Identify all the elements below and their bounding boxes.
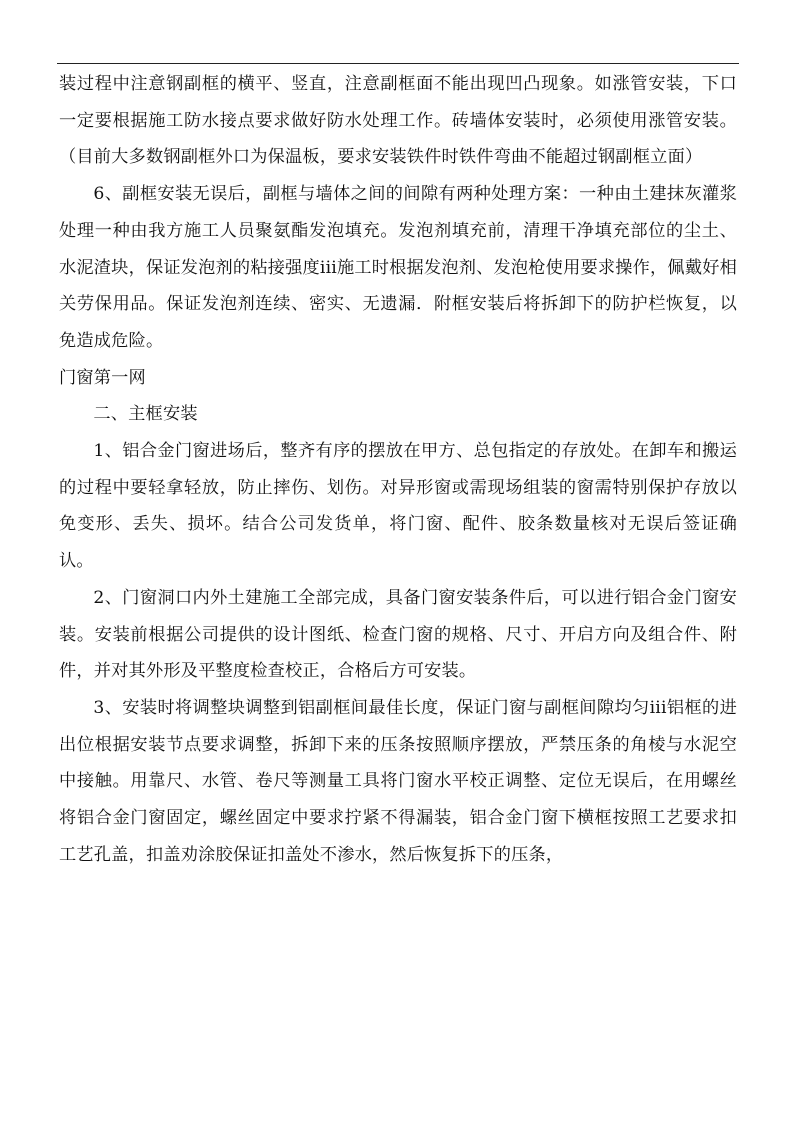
paragraph-frame-install-notes: 装过程中注意钢副框的横平、竖直，注意副框面不能出现凹凸现象。如涨管安装，下口一定要根据施工防水接点要求做好防水处理工作。砖墙体安装时，必须使用涨管安装。（目前大多数钢副框外口为保温板，要求安装铁件时铁件弯曲不能超过钢副框立面） xyxy=(59,74,737,168)
document-body xyxy=(59,66,737,873)
header-rule xyxy=(57,63,739,64)
paragraph-watermark-text: 门窗第一网 xyxy=(59,367,146,388)
section-heading-main-frame: 二、主框安装 xyxy=(93,404,198,425)
paragraph-step-3: 3、安装时将调整块调整到铝副框间最佳长度，保证门窗与副框间隙均匀iii铝框的进出位根据安装节点要求调整，拆卸下来的压条按照顺序摆放，严禁压条的角棱与水泥空中接触。用靠尺、水管、卷尺等测量工具将门窗水平校正调整、定位无误后，在用螺丝将铝合金门窗固定，螺丝固定中要求拧紧不得漏装，铝合金门窗下横框按照工艺要求扣工艺孔盖，扣盖劝涂胶保证扣盖处不渗水，然后恢复拆下的压条， xyxy=(59,697,737,865)
paragraph-step-2: 2、门窗洞口内外土建施工全部完成，具备门窗安装条件后，可以进行铝合金门窗安装。安装前根据公司提供的设计图纸、检查门窗的规格、尺寸、开启方向及组合件、附件，并对其外形及平整度检查校正，合格后方可安装。 xyxy=(59,587,737,682)
paragraph-step-1: 1、铝合金门窗进场后，整齐有序的摆放在甲方、总包指定的存放处。在卸车和搬运的过程中要轻拿轻放，防止摔伤、划伤。对异形窗或需现场组装的窗需特别保护存放以免变形、丢失、损坏。结合公司发货单，将门窗、配件、胶条数量核对无误后签证确认。 xyxy=(59,441,737,572)
paragraph-step-6: 6、副框安装无误后，副框与墙体之间的间隙有两种处理方案：一种由土建抹灰灌浆处理一种由我方施工人员聚氨酯发泡填充。发泡剂填充前，清理干净填充部位的尘土、水泥渣块，保证发泡剂的粘接强度iii施工时根据发泡剂、发泡枪使用要求操作，佩戴好相关劳保用品。保证发泡剂连续、密实、无遗漏．附框安装后将拆卸下的防护栏恢复，以免造成危险。 xyxy=(59,184,737,351)
